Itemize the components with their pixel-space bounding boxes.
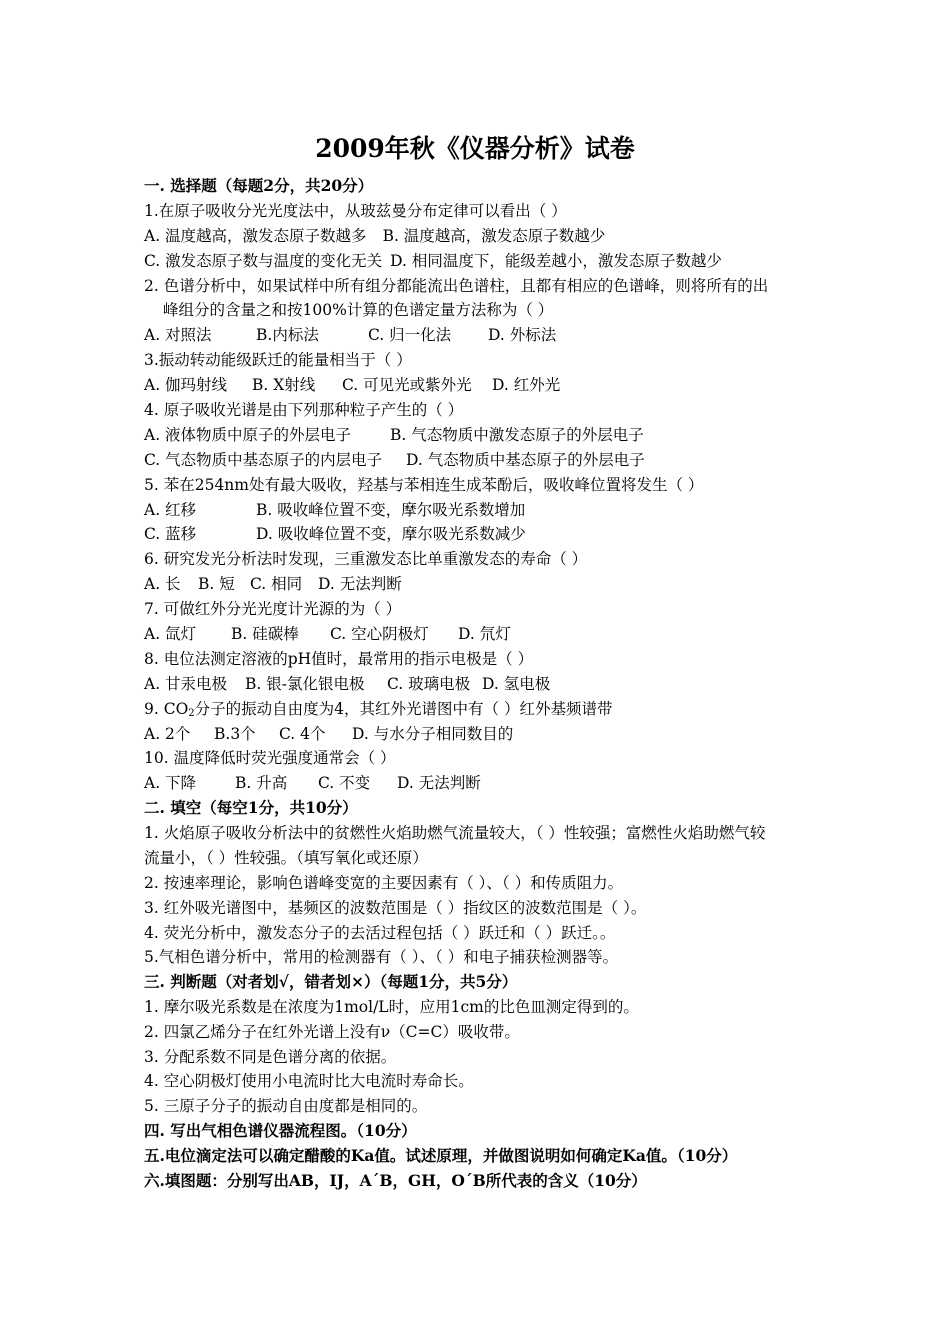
q1-option-b: B. 温度越高，激发态原子数越少 [382,227,606,245]
section2-heading: 二. 填空（每空1分，共10分） [144,798,358,817]
q8-options [144,672,550,696]
q2-stem-line2: 峰组分的含量之和按100%计算的色谱定量方法称为（ ） [163,301,554,319]
q6-option-d: D. 无法判断 [318,575,402,593]
q2-options [144,323,556,347]
section5-heading: 五.电位滴定法可以确定醋酸的Ka值。试述原理，并做图说明如何确定Ka值。（10分） [144,1146,738,1165]
q10-stem: 10. 温度降低时荧光强度通常会（ ） [144,749,396,767]
q2-option-a: A. 对照法 [144,326,212,344]
q3-options [144,373,560,397]
q3-stem: 3.振动转动能级跃迁的能量相当于（ ） [144,351,412,369]
exam-title: 2009年秋《仪器分析》试卷 [315,134,635,163]
judge-2: 2. 四氯乙烯分子在红外光谱上没有ν（C=C）吸收带。 [144,1023,520,1041]
q7-option-c: C. 空心阴极灯 [330,625,429,643]
q8-option-c: C. 玻璃电极 [387,675,471,693]
q2-option-d: D. 外标法 [488,326,557,344]
q6-option-a: A. 长 [144,575,181,593]
judge-3: 3. 分配系数不同是色谱分离的依据。 [144,1048,397,1066]
q7-stem: 7. 可做红外分光光度计光源的为（ ） [144,600,402,618]
q1-option-d: D. 相同温度下，能级差越小，激发态原子数越少 [390,252,722,270]
fill-blank-1-line2: 流量小，（ ）性较强。（填写氧化或还原） [144,849,428,867]
q9-option-d: D. 与水分子相同数目的 [352,725,514,743]
q8-option-b: B. 银-氯化银电极 [245,675,365,693]
q8-stem: 8. 电位法测定溶液的pH值时，最常用的指示电极是（ ） [144,650,534,668]
q5-option-a: A. 红移 [144,501,197,519]
q9-option-a: A. 2个 [144,725,191,743]
q10-option-a: A. 下降 [144,774,197,792]
q6-option-c: C. 相同 [250,575,303,593]
q5-stem: 5. 苯在254nm处有最大吸收，羟基与苯相连生成苯酚后，吸收峰位置将发生（ ） [144,476,704,494]
q9-stem-subscript: 2 [188,708,195,719]
fill-blank-5: 5.气相色谱分析中，常用的检测器有（ ）、（ ）和电子捕获检测器等。 [144,948,619,966]
q10-options [144,771,481,795]
q6-stem: 6. 研究发光分析法时发现，三重激发态比单重激发态的寿命（ ） [144,550,588,568]
q7-options [144,622,511,646]
q7-option-a: A. 氙灯 [144,625,197,643]
fill-blank-4: 4. 荧光分析中，激发态分子的去活过程包括（ ）跃迁和（ ）跃迁。。 [144,924,616,942]
q4-option-b: B. 气态物质中激发态原子的外层电子 [390,426,644,444]
fill-blank-1-line1: 1. 火焰原子吸收分析法中的贫燃性火焰助燃气流量较大，（ ）性较强；富燃性火焰助燃气较 [144,824,766,842]
q1-option-c: C. 激发态原子数与温度的变化无关 [144,252,383,270]
section4-heading: 四. 写出气相色谱仪器流程图。（10分） [144,1121,417,1140]
q9-option-c: C. 4个 [279,725,326,743]
q8-option-a: A. 甘汞电极 [144,675,228,693]
q4-stem: 4. 原子吸收光谱是由下列那种粒子产生的（ ） [144,401,464,419]
q10-option-c: C. 不变 [318,774,371,792]
q2-option-c: C. 归一化法 [368,326,452,344]
q3-option-b: B. X射线 [252,376,316,394]
q9-options [144,722,513,746]
q4-options-row1 [144,423,644,447]
fill-blank-3: 3. 红外吸光谱图中，基频区的波数范围是（ ）指纹区的波数范围是（ ）。 [144,899,647,917]
q4-option-a: A. 液体物质中原子的外层电子 [144,426,352,444]
q9-stem-post: 分子的振动自由度为4，其红外光谱图中有（ ）红外基频谱带 [194,700,613,718]
q1-option-a: A. 温度越高，激发态原子数越多 [144,227,367,245]
q9-option-b: B.3个 [214,725,256,743]
q4-option-c: C. 气态物质中基态原子的内层电子 [144,451,383,469]
q10-option-d: D. 无法判断 [397,774,481,792]
q7-option-b: B. 硅碳棒 [231,625,299,643]
section3-heading: 三. 判断题（对者划√，错者划×）（每题1分，共5分） [144,972,518,991]
q1-options-row1 [144,224,605,248]
q4-options-row2 [144,448,645,472]
q9-stem [144,697,612,721]
q5-options-row1 [144,498,525,522]
fill-blank-2: 2. 按速率理论，影响色谱峰变宽的主要因素有（ ）、（ ）和传质阻力。 [144,874,624,892]
q3-option-d: D. 红外光 [492,376,561,394]
q6-option-b: B. 短 [198,575,235,593]
q1-stem: 1.在原子吸收分光光度法中，从玻兹曼分布定律可以看出（ ） [144,202,567,220]
q10-option-b: B. 升高 [235,774,288,792]
q4-option-d: D. 气态物质中基态原子的外层电子 [406,451,645,469]
q3-option-c: C. 可见光或紫外光 [342,376,472,394]
q6-options [144,572,402,596]
q2-option-b: B.内标法 [256,326,319,344]
q8-option-d: D. 氢电极 [482,675,551,693]
q7-option-d: D. 氘灯 [458,625,511,643]
judge-4: 4. 空心阴极灯使用小电流时比大电流时寿命长。 [144,1072,474,1090]
q1-options-row2 [144,249,722,273]
q5-options-row2 [144,522,526,546]
q5-option-c: C. 蓝移 [144,525,197,543]
q5-option-b: B. 吸收峰位置不变，摩尔吸光系数增加 [256,501,526,519]
judge-1: 1. 摩尔吸光系数是在浓度为1mol/L时，应用1cm的比色皿测定得到的。 [144,998,639,1016]
judge-5: 5. 三原子分子的振动自由度都是相同的。 [144,1097,428,1115]
section1-heading: 一. 选择题（每题2分，共20分） [144,176,374,195]
q9-stem-pre: 9. CO [144,700,189,718]
q3-option-a: A. 伽玛射线 [144,376,228,394]
q2-stem-line1: 2. 色谱分析中，如果试样中所有组分都能流出色谱柱，且都有相应的色谱峰，则将所有的出 [144,277,769,295]
q5-option-d: D. 吸收峰位置不变，摩尔吸光系数减少 [256,525,526,543]
section6-heading: 六.填图题：分别写出AB，IJ，A´B，GH，O´B所代表的含义（10分） [144,1171,647,1190]
